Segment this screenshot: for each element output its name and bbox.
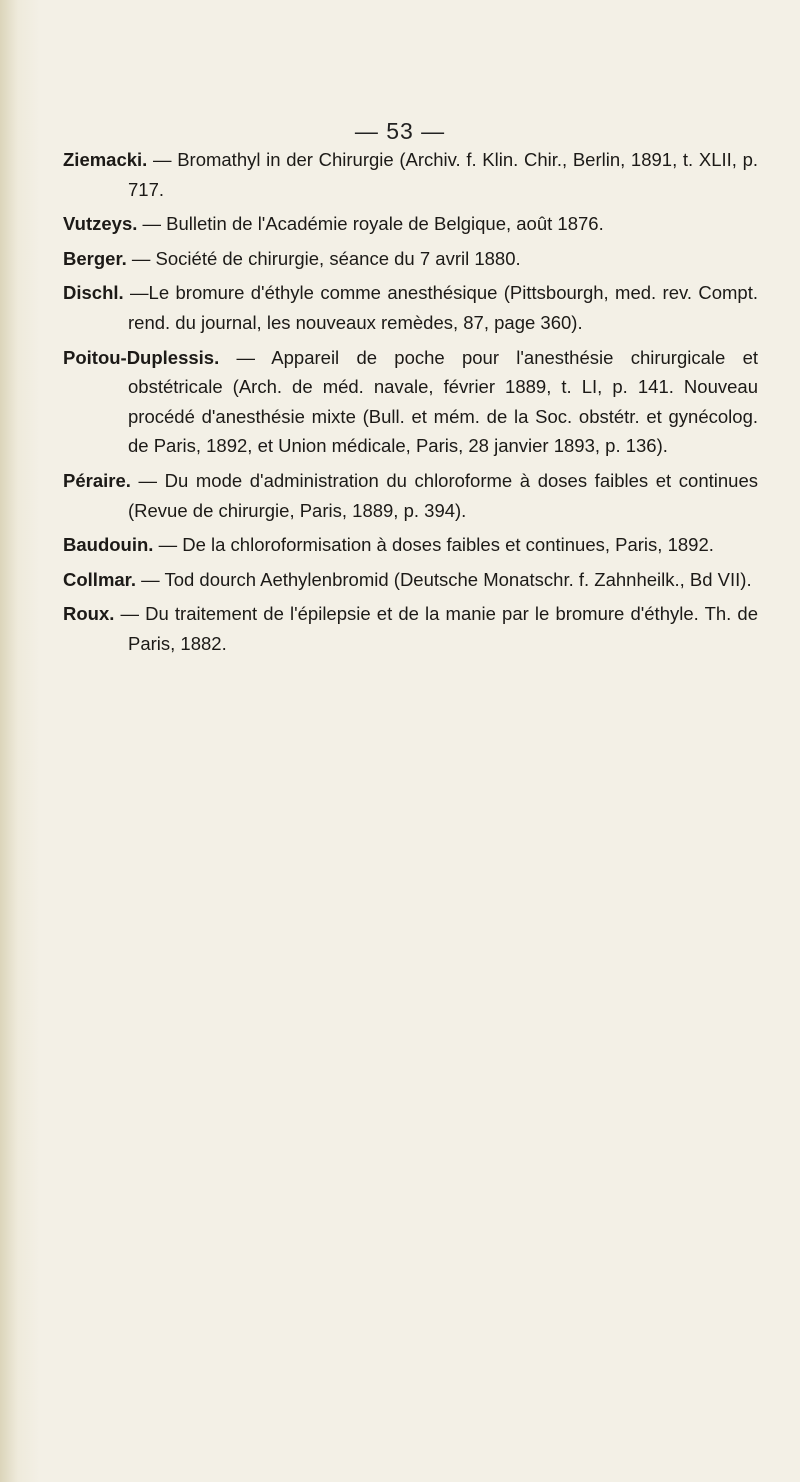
entry-text: —Le bromure d'éthyle comme anesthésique (Pittsbourgh, med. rev. Compt. rend. du journal, les nouveaux remèdes, 87, page 360). — [128, 282, 758, 333]
entry-text: — Tod dourch Aethylenbromid (Deutsche Monatschr. f. Zahnheilk., Bd VII). — [141, 568, 752, 590]
entry-author: Poitou-Duplessis. — [63, 346, 220, 368]
entry-text: — Du traitement de l'épilepsie et de la manie par le bromure d'éthyle. Th. de Paris, 1882. — [120, 603, 758, 654]
entry-text: — Société de chirurgie, séance du 7 avril 1880. — [131, 247, 521, 269]
bibliography-entry — [63, 343, 758, 461]
entry-author: Collmar. — [63, 568, 136, 590]
bibliography-entry — [63, 599, 758, 658]
entry-author: Berger. — [63, 247, 127, 269]
entry-text: — Appareil de poche pour l'anesthésie chirurgicale et obstétricale (Arch. de méd. navale, février 1889, t. LI, p. 141. Nouveau procédé d'anesthésie mixte (Bull. et mém. de la Soc. obstétr. et gynécolog. de Paris, 1892, et Union médicale, Paris, 28 janvier 1893, p. 136). — [128, 346, 758, 457]
entry-author: Dischl. — [63, 282, 124, 304]
entry-author: Péraire. — [63, 469, 131, 491]
entry-text: — Du mode d'administration du chloroforme à doses faibles et continues (Revue de chirurgie, Paris, 1889, p. 394). — [128, 469, 758, 521]
page-number: — 53 — — [354, 118, 446, 144]
entry-author: Roux. — [63, 603, 115, 625]
entry-author: Ziemacki. — [63, 149, 148, 170]
bibliography-entry — [63, 466, 758, 525]
entry-text: — De la chloroformisation à doses faibles et continues, Paris, 1892. — [158, 534, 714, 556]
bibliography-list — [63, 145, 758, 664]
entry-author: Vutzeys. — [63, 213, 138, 235]
bibliography-entry — [63, 244, 758, 274]
bibliography-entry — [63, 565, 758, 595]
bibliography-entry — [63, 145, 758, 204]
bibliography-entry — [63, 209, 758, 239]
entry-author: Baudouin. — [63, 534, 154, 556]
bibliography-entry — [63, 278, 758, 337]
entry-text: — Bromathyl in der Chirurgie (Archiv. f. Klin. Chir., Berlin, 1891, t. XLII, p. 717. — [128, 149, 759, 200]
entry-text: — Bulletin de l'Académie royale de Belgique, août 1876. — [142, 213, 604, 235]
bibliography-entry — [63, 530, 758, 560]
